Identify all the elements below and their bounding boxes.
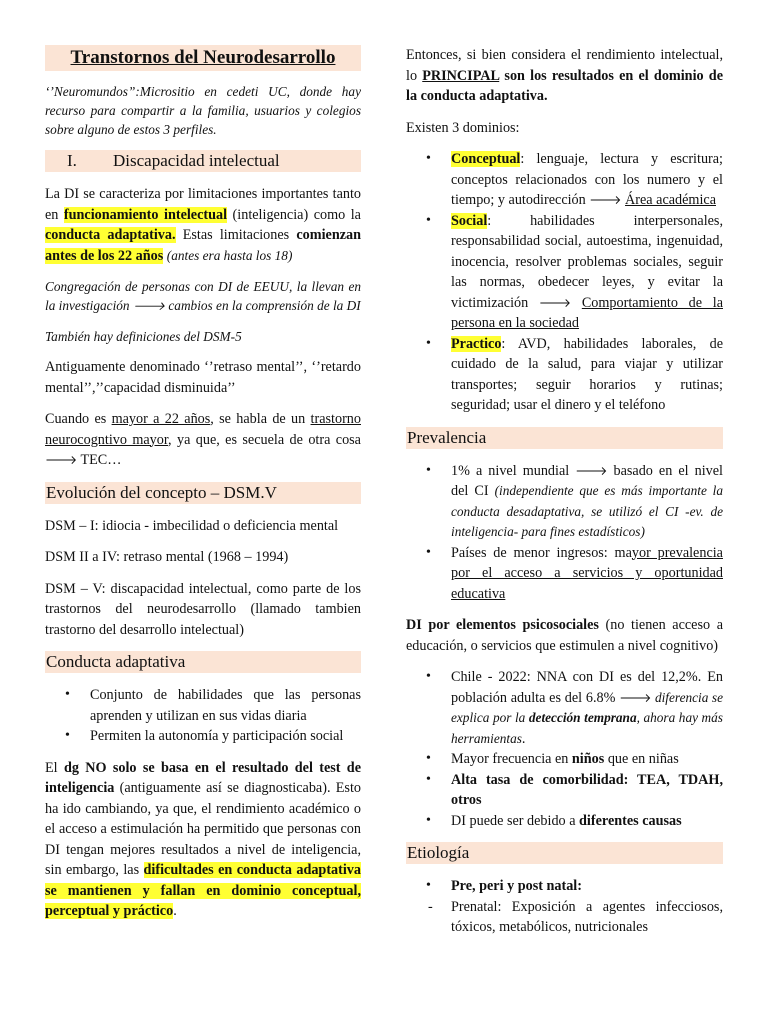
bullet-icon: •	[426, 544, 431, 560]
bullet-icon: •	[426, 212, 431, 228]
arrow-icon: 🡒	[575, 463, 608, 478]
section-discapacidad-intelectual: I. Discapacidad intelectual	[45, 150, 361, 172]
bullet-icon: •	[426, 751, 431, 766]
bullet-icon: •	[426, 878, 431, 893]
arrow-icon: 🡒	[132, 299, 166, 313]
paragraph-mayor-22: Cuando es mayor a 22 años, se habla de un trastorno neurocogntivo mayor, ya que, es secuela de otra cosa 🡒 TEC…	[45, 411, 361, 468]
list-item: • DI puede ser debido a diferentes causas	[406, 811, 723, 832]
page-title: Transtornos del Neurodesarrollo	[45, 45, 361, 71]
list-item-conceptual: • Conceptual: lenguaje, lectura y escritura; conceptos relacionados con los numero y el tiempo; y autodirección 🡒 Área académica	[426, 151, 723, 208]
list-item-practico: • Practico: AVD, habilidades laborales, de cuidado de la salud, para viajar y utilizar transportes; seguir horarios y rutinas; seguridad; usar el dinero y el teléfono	[426, 335, 723, 413]
intro-paragraph: ‘’Neuromundos”:Micrositio en cedeti UC, donde hay recurso para compartir a la familia, usuarios y colegios sobre alguno de estos 3 perfiles.	[45, 84, 361, 137]
paragraph-psicosociales: DI por elementos psicosociales (no tienen acceso a educación, o servicios que estimulen a nivel cognitivo)	[406, 617, 723, 654]
paragraph-dsm5-note: También hay definiciones del DSM-5	[45, 329, 242, 344]
dash-icon: -	[428, 898, 433, 915]
section-evolucion: Evolución del concepto – DSM.V	[45, 482, 361, 504]
bullet-icon: •	[426, 812, 431, 828]
list-item: • Conjunto de habilidades que las personas aprenden y utilizan en sus vidas diaria	[65, 687, 361, 724]
list-item: • Chile - 2022: NNA con DI es del 12,2%. En población adulta es del 6.8% 🡒 diferencia se explica por la detección temprana, ahora hay más herramientas.	[426, 669, 723, 747]
list-item: • Pre, peri y post natal:	[406, 876, 723, 897]
arrow-icon: 🡒	[45, 453, 78, 467]
conducta-list	[45, 685, 361, 747]
bullet-icon: •	[426, 771, 431, 787]
list-item: • 1% a nivel mundial 🡒 basado en el nivel del CI (independiente que es más importante la conducta desadaptativa, se utilizó el CI -ev. de inteligencia- para fines estadísticos)	[426, 462, 723, 539]
left-column	[45, 0, 361, 933]
right-column	[406, 0, 723, 949]
section-conducta-adaptativa: Conducta adaptativa	[45, 651, 361, 673]
paragraph-tres-dominios: Existen 3 dominios:	[406, 119, 520, 136]
chile-list	[406, 667, 723, 831]
list-item: • Alta tasa de comorbilidad: TEA, TDAH, otros	[426, 771, 723, 808]
section-etiologia: Etiología	[406, 842, 723, 864]
dsm-i-line: DSM – I: idiocia - imbecilidad o deficiencia mental	[45, 517, 339, 534]
bullet-icon: •	[426, 335, 431, 351]
bullet-icon: •	[426, 151, 431, 166]
paragraph-di-definition: La DI se caracteriza por limitaciones importantes tanto en funcionamiento intelectual (inteligencia) como la conducta adaptativa. Estas limitaciones comienzan antes de los 22 años (antes era hasta los 18)	[45, 186, 361, 264]
dominios-list	[406, 149, 723, 416]
prevalencia-list	[406, 461, 723, 605]
arrow-icon: 🡒	[589, 193, 622, 207]
list-item: • Permiten la autonomía y participación social	[45, 726, 361, 747]
section-prevalencia: Prevalencia	[406, 427, 723, 449]
paragraph-congregacion: Congregación de personas con DI de EEUU, la llevan en la investigación 🡒 cambios en la comprensión de la DI	[45, 279, 361, 313]
arrow-icon: 🡒	[619, 690, 652, 705]
arrow-icon: 🡒	[538, 295, 572, 310]
list-item: • Países de menor ingresos: mayor prevalencia por el acceso a servicios y oportunidad educativa	[426, 544, 723, 602]
dsm-ii-iv-line: DSM II a IV: retraso mental (1968 – 1994)	[45, 549, 289, 565]
etiologia-list	[406, 876, 723, 938]
bullet-icon: •	[65, 687, 70, 702]
paragraph-antiguamente: Antiguamente denominado ‘’retraso mental’’, ‘’retardo mental’’,’’capacidad disminuida’’	[45, 359, 361, 396]
list-item: - Prenatal: Exposición a agentes infecciosos, tóxicos, metabólicos, nutricionales	[428, 898, 723, 935]
paragraph-principal: Entonces, si bien considera el rendimiento intelectual, lo PRINCIPAL son los resultados en el dominio de la conducta adaptativa.	[406, 47, 723, 104]
paragraph-diagnostico: El dg NO solo se basa en el resultado del test de inteligencia (antiguamente así se diagnosticaba). Esto ha ido cambiando, ya que, el rendimiento académico o el acceso a estimulación ha permitido que personas con DI tengan mejores resultados a nivel de inteligencia, sin embargo, las dificultades en conducta adaptativa se mantienen y fallan en dominio conceptual, perceptual y práctico.	[45, 759, 361, 919]
list-item-social: • Social: habilidades interpersonales, responsabilidad social, autoestima, ingenuidad, inocencia, resolver problemas sociales, seguir las normas, obedecer leyes, y evitar la victimización 🡒 Comportamiento de la persona en la sociedad	[426, 212, 723, 331]
list-item: • Mayor frecuencia en niños que en niñas	[406, 749, 723, 770]
bullet-icon: •	[426, 462, 431, 478]
bullet-icon: •	[65, 728, 70, 743]
dsm-v-line: DSM – V: discapacidad intelectual, como parte de los trastornos del neurodesarrollo (llamado tambien trastorno del desarrollo intelectual)	[45, 580, 361, 638]
bullet-icon: •	[426, 669, 431, 684]
